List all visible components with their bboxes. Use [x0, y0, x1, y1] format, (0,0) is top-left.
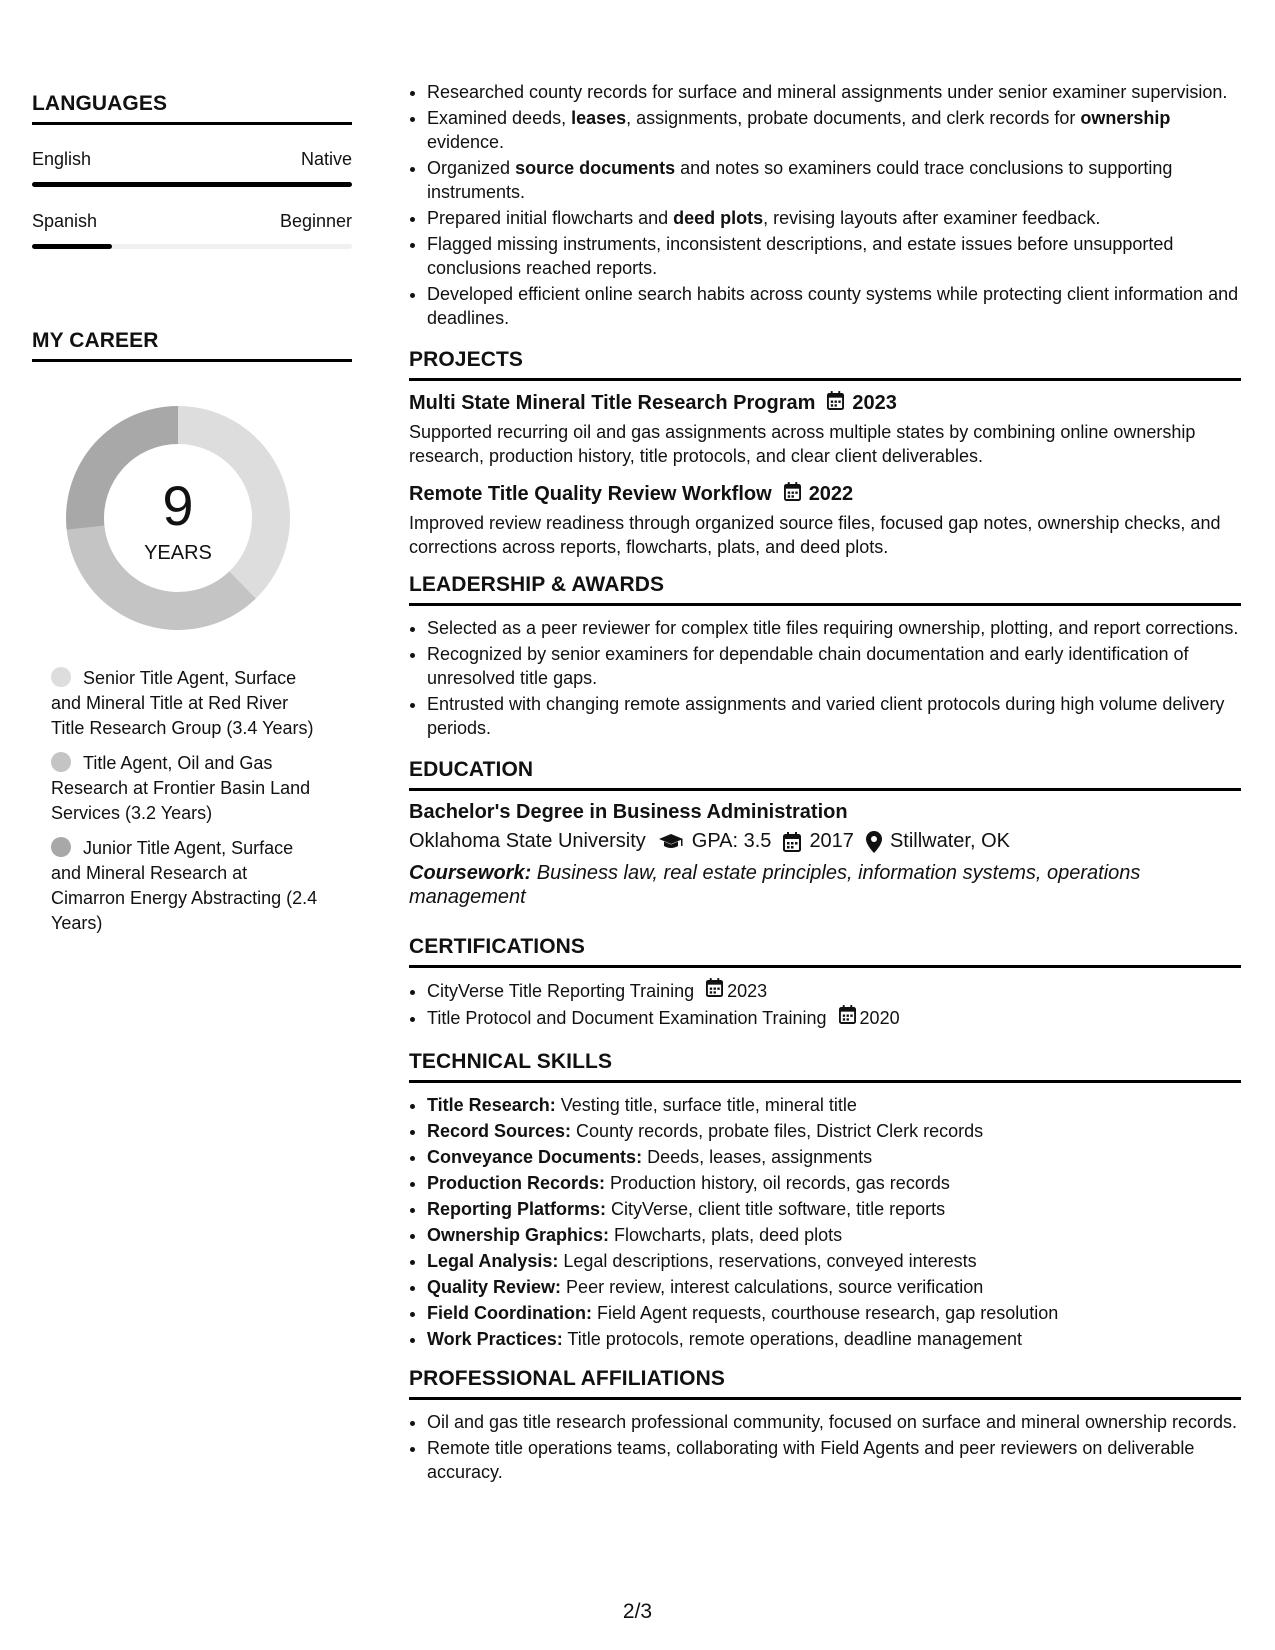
calendar-icon [784, 482, 801, 507]
certifications-heading: CERTIFICATIONS [409, 935, 1241, 968]
language-proficiency-bar [32, 244, 352, 249]
career-total-years: 9 [162, 474, 194, 537]
education-coursework [409, 861, 1241, 909]
leadership-item: • Selected as a peer reviewer for complex title files requiring ownership, plotting, and report corrections. [427, 616, 1241, 640]
skill-value: Legal descriptions, reservations, conveyed interests [558, 1251, 977, 1271]
languages-list [32, 149, 352, 249]
skill-item [427, 1301, 1241, 1325]
education-meta [409, 830, 1241, 853]
legend-dot [51, 667, 71, 687]
skill-item [427, 1197, 1241, 1221]
experience-bullet: • Examined deeds, leases, assignments, probate documents, and clerk records for ownership evidence. [427, 106, 1241, 154]
skill-label: Legal Analysis: [427, 1251, 559, 1271]
affiliations-section [409, 1367, 1241, 1484]
certification-row [427, 1005, 900, 1030]
language-proficiency-fill [32, 244, 112, 249]
coursework-text: Business law, real estate principles, information systems, operations management [409, 862, 1141, 908]
skill-item [427, 1093, 1241, 1117]
career-donut-chart [66, 406, 290, 630]
affiliations-list [409, 1410, 1241, 1484]
experience-bullet: • Flagged missing instruments, inconsistent descriptions, and estate issues before unsupported conclusions reached reports. [427, 232, 1241, 280]
language-row [32, 149, 352, 170]
skill-label: Record Sources: [427, 1121, 572, 1141]
skill-value: Flowcharts, plats, deed plots [609, 1225, 843, 1245]
languages-heading: LANGUAGES [32, 92, 352, 125]
language-row [32, 211, 352, 232]
career-item-text: Title Agent, Oil and Gas Research at Frontier Basin Land Services (3.2 Years) [51, 753, 311, 823]
certification-year: 2020 [859, 1007, 900, 1028]
career-item [51, 666, 321, 741]
main-content [409, 80, 1241, 1486]
projects-list [409, 391, 1241, 559]
calendar-icon [706, 978, 723, 1003]
project-title-row [409, 391, 1241, 416]
experience-bullets [409, 80, 1241, 330]
language-proficiency-fill [32, 182, 352, 187]
skill-label: Quality Review: [427, 1277, 562, 1297]
experience-bullet: • Organized source documents and notes so examiners could trace conclusions to supporting instruments. [427, 156, 1241, 204]
projects-heading: PROJECTS [409, 348, 1241, 381]
language-name: English [32, 149, 92, 169]
skill-item [427, 1145, 1241, 1169]
affiliations-heading: PROFESSIONAL AFFILIATIONS [409, 1367, 1241, 1400]
affiliation-item: • Oil and gas title research professional community, focused on surface and mineral ownership records. [427, 1410, 1241, 1434]
project-year: 2023 [852, 392, 897, 414]
certifications-list [409, 978, 1241, 1030]
career-years-label: YEARS [144, 542, 212, 564]
language-proficiency-bar [32, 182, 352, 187]
certification-name: • Title Protocol and Document Examination Training [427, 1007, 827, 1028]
project-description: Improved review readiness through organized source files, focused gap notes, ownership checks, and corrections across reports, flowcharts, plats, and deed plots. [409, 513, 1221, 557]
certification-item [427, 1005, 1241, 1030]
education-year: 2017 [809, 830, 854, 852]
skills-heading: TECHNICAL SKILLS [409, 1050, 1241, 1083]
project-name: Remote Title Quality Review Workflow [409, 483, 772, 505]
skill-label: Field Coordination: [427, 1303, 592, 1323]
coursework-label: Coursework: [409, 862, 532, 884]
certification-name: • CityVerse Title Reporting Training [427, 980, 695, 1001]
skill-label: Title Research: [427, 1095, 556, 1115]
language-level: Native [300, 149, 352, 169]
emphasis-text: leases [571, 108, 627, 128]
education-degree: Bachelor's Degree in Business Administration [409, 801, 848, 823]
skill-item [427, 1223, 1241, 1247]
experience-bullet: • Researched county records for surface and mineral assignments under senior examiner supervision. [427, 80, 1241, 104]
skill-label: Reporting Platforms: [427, 1199, 607, 1219]
project-year: 2022 [808, 483, 854, 505]
calendar-icon [783, 832, 801, 852]
skill-label: Work Practices: [427, 1329, 563, 1349]
skill-value: County records, probate files, District Clerk records [571, 1121, 984, 1141]
skills-section [409, 1050, 1241, 1351]
skill-value: Deeds, leases, assignments [642, 1147, 873, 1167]
skill-item [427, 1249, 1241, 1273]
certification-item [427, 978, 1241, 1003]
certifications-section [409, 935, 1241, 1030]
language-name: Spanish [32, 211, 98, 231]
project-name: Multi State Mineral Title Research Program [409, 392, 816, 414]
education-location: Stillwater, OK [889, 830, 1010, 852]
project-title-row [409, 482, 1241, 507]
skill-value: CityVerse, client title software, title reports [606, 1199, 946, 1219]
sidebar [32, 92, 352, 946]
emphasis-text: source documents [515, 158, 676, 178]
skills-list [409, 1093, 1241, 1351]
education-gpa: GPA: 3.5 [691, 830, 772, 852]
affiliation-item: • Remote title operations teams, collaborating with Field Agents and peer reviewers on deliverable accuracy. [427, 1436, 1241, 1484]
leadership-section [409, 573, 1241, 740]
projects-section [409, 348, 1241, 559]
skill-value: Field Agent requests, courthouse research, gap resolution [591, 1303, 1059, 1323]
legend-dot [51, 837, 71, 857]
career-item [51, 836, 321, 936]
experience-bullet: • Prepared initial flowcharts and deed plots, revising layouts after examiner feedback. [427, 206, 1241, 230]
leadership-item: • Entrusted with changing remote assignments and varied client protocols during high volume delivery periods. [427, 692, 1241, 740]
career-heading: MY CAREER [32, 329, 352, 362]
skill-value: Production history, oil records, gas records [605, 1173, 950, 1193]
leadership-item: • Recognized by senior examiners for dependable chain documentation and early identification of unresolved title gaps. [427, 642, 1241, 690]
education-heading: EDUCATION [409, 758, 1241, 791]
page-number: 2/3 [622, 1600, 653, 1623]
leadership-heading: LEADERSHIP & AWARDS [409, 573, 1241, 606]
emphasis-text: deed plots [673, 208, 764, 228]
certification-year: 2023 [727, 980, 768, 1001]
skill-item [427, 1275, 1241, 1299]
skill-value: Peer review, interest calculations, source verification [561, 1277, 984, 1297]
career-item-text: Junior Title Agent, Surface and Mineral Research at Cimarron Energy Abstracting (2.4 Years) [51, 838, 318, 933]
skill-label: Conveyance Documents: [427, 1147, 643, 1167]
certification-row [427, 978, 767, 1003]
skill-value: Vesting title, surface title, mineral title [555, 1095, 857, 1115]
career-item-text: Senior Title Agent, Surface and Mineral Title at Red River Title Research Group (3.4 Years) [51, 668, 314, 738]
calendar-icon [827, 391, 844, 416]
education-school: Oklahoma State University [409, 830, 646, 852]
language-level: Beginner [279, 211, 352, 231]
skill-label: Ownership Graphics: [427, 1225, 610, 1245]
leadership-list [409, 616, 1241, 740]
education-section [409, 758, 1241, 909]
skill-value: Title protocols, remote operations, deadline management [562, 1329, 1022, 1349]
skill-item [427, 1171, 1241, 1195]
experience-bullet: • Developed efficient online search habits across county systems while protecting client information and deadlines. [427, 282, 1241, 330]
skill-label: Production Records: [427, 1173, 606, 1193]
skill-item [427, 1119, 1241, 1143]
emphasis-text: ownership [1080, 108, 1171, 128]
calendar-icon [839, 1005, 856, 1030]
project-description: Supported recurring oil and gas assignments across multiple states by combining online ownership research, production history, title protocols, and clear client deliverables. [409, 422, 1196, 466]
career-item [51, 751, 321, 826]
legend-dot [51, 752, 71, 772]
career-list [51, 666, 321, 936]
skill-item [427, 1327, 1241, 1351]
location-pin-icon [866, 831, 882, 853]
graduation-cap-icon [658, 833, 684, 851]
